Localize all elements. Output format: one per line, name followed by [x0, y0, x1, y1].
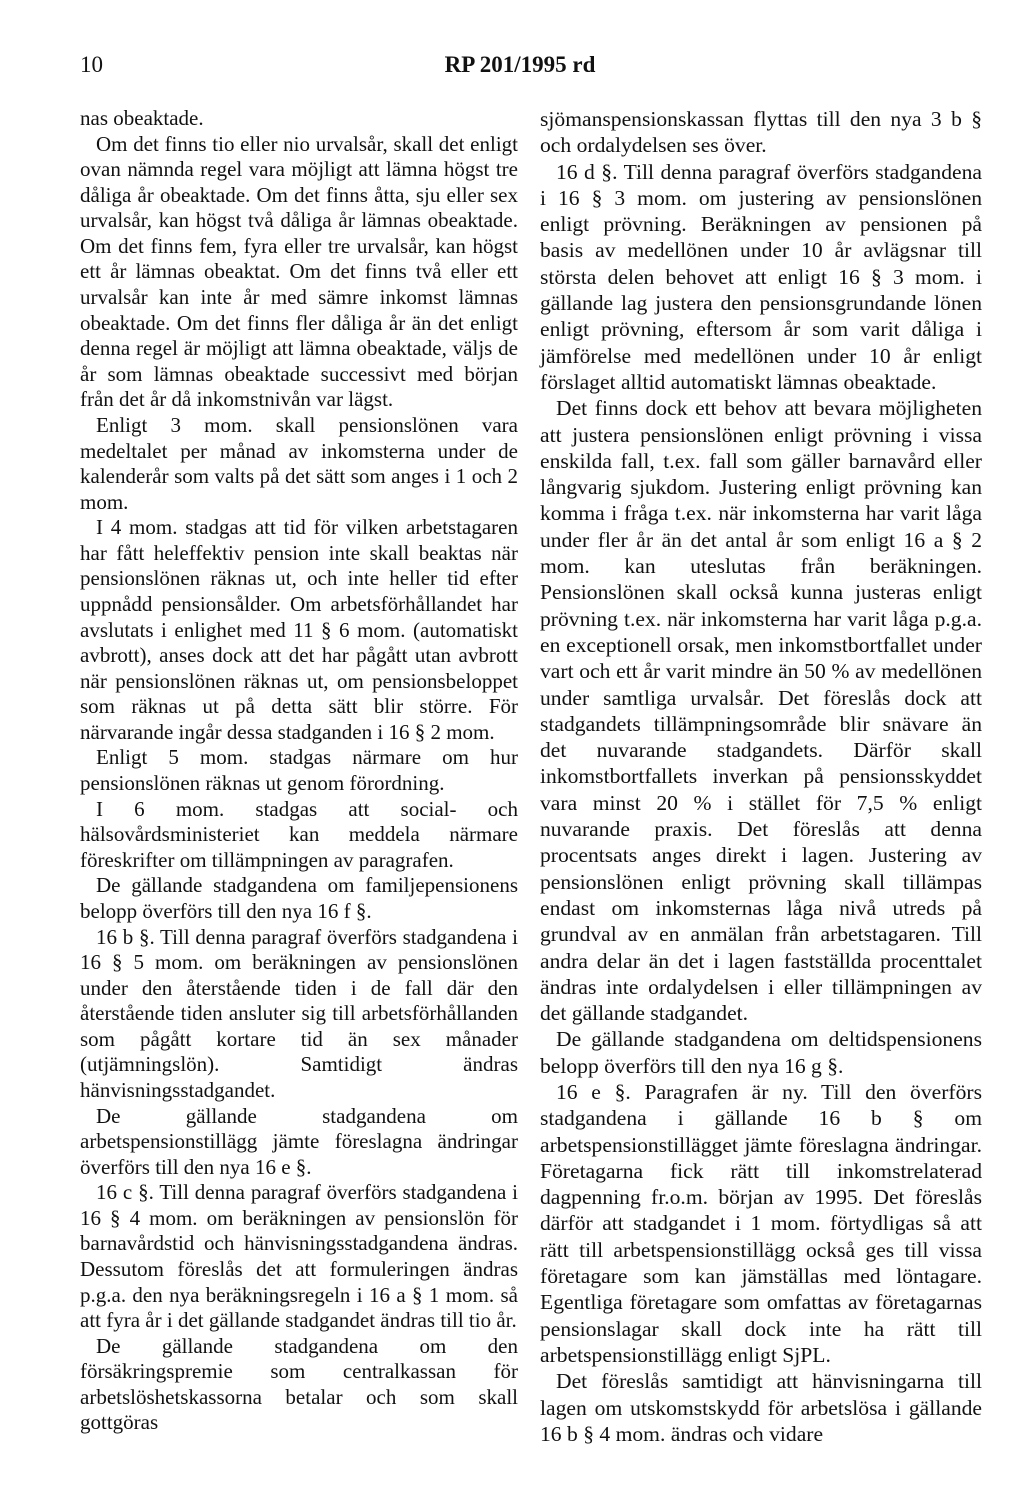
- paragraph: Enligt 5 mom. stadgas närmare om hur pensionslönen räknas ut genom förordning.: [80, 745, 518, 796]
- paragraph: Enligt 3 mom. skall pensionslönen vara medeltalet per månad av inkomsterna under de kalenderår som valts på det sätt som anges i 1 och 2 mom.: [80, 412, 518, 514]
- document-id: RP 201/1995 rd: [444, 52, 596, 77]
- paragraph: sjömanspensionskassan flyttas till den nya 3 b § och ordalydelsen ses över.: [540, 107, 982, 158]
- paragraph: 16 b §. Till denna paragraf överförs stadgandena i 16 § 5 mom. om beräkningen av pensionslönen under den återstående tiden i de fall där den återstående tiden ansluter sig till arbetsförhållanden som pågått kortare tid än sex månader (utjämningslön). Samtidigt ändras hänvisningsstadgandet.: [80, 924, 518, 1102]
- paragraph: Det finns dock ett behov att bevara möjligheten att justera pensionslönen enligt prövning i vissa enskilda fall, t.ex. fall som gäller barnavård eller långvarig sjukdom. Justering enligt prövning kan komma i fråga t.ex. när inkomsterna har varit låga under fler år än det antal år som enligt 16 a § 2 mom. kan uteslutas från beräkningen. Pensionslönen skall också kunna justeras enligt prövning t.ex. när inkomsterna har varit låga p.g.a. en exceptionell orsak, men inkomstbortfallet under vart och ett år varit mindre än 50 % av medellönen under samtliga urvalsår. Det föreslås dock att stadgandets tillämpningsområde blir snävare än det nuvarande stadgandets. Därför skall inkomstbortfallets inverkan på pensionsskyddet vara minst 20 % i stället för 7,5 % enligt nuvarande praxis. Det föreslås att denna procentsats anges direkt i lagen. Justering av pensionslönen enligt prövning skall tillämpas endast om inkomsternas låga nivå utreds på grundval av en anmälan från arbetstagaren. Till andra delar än det i lagen fastställda procenttalet ändras inte ordalydelsen i eller tillämpningen av det gällande stadgandet.: [540, 396, 982, 1026]
- right-column: [540, 106, 982, 1447]
- paragraph: De gällande stadgandena om deltidspensionens belopp överförs till den nya 16 g §.: [540, 1027, 982, 1078]
- page-header: [80, 50, 960, 84]
- paragraph: I 4 mom. stadgas att tid för vilken arbetstagaren har fått heleffektiv pension inte skall beaktas när pensionslönen räknas ut, och inte heller tid efter uppnådd pensionsålder. Om arbetsförhållandet har avslutats i enlighet med 11 § 6 mom. (automatiskt avbrott), anses dock att det har pågått utan avbrott när pensionslönen räknas ut, om pensionsbeloppet som räknas ut på detta sätt blir större. För närvarande ingår dessa stadganden i 16 § 2 mom.: [80, 515, 518, 744]
- page-number: 10: [80, 52, 103, 77]
- left-column: [80, 106, 518, 1436]
- paragraph: 16 d §. Till denna paragraf överförs stadgandena i 16 § 3 mom. om justering av pensionslönen enligt prövning. Beräkningen av pensionen på basis av medellönen under 10 år avlägsnar till största delen behovet att enligt 16 § 3 mom. i gällande lag justera den pensionsgrundande lönen enligt prövning, eftersom år som varit dåliga i jämförelse med medellönen under 10 år enligt förslaget alltid automatiskt lämnas obeaktade.: [540, 159, 982, 394]
- paragraph: De gällande stadgandena om familjepensionens belopp överförs till den nya 16 f §.: [80, 873, 518, 923]
- paragraph: 16 e §. Paragrafen är ny. Till den överförs stadgandena i gällande 16 b § om arbetspensionstillägget jämte föreslagna ändringar. Företagarna fick rätt till inkomstrelaterad dagpenning fr.o.m. början av 1995. Det föreslås därför att stadgandet i 1 mom. förtydligas så att rätt till arbetspensionstillägg också ges till vissa företagare som kan jämställas med löntagare. Egentliga företagare som omfattas av företagarnas pensionslagar skall dock inte ha rätt till arbetspensionstillägg enligt SjPL.: [540, 1079, 982, 1367]
- paragraph: De gällande stadgandena om arbetspensionstillägg jämte föreslagna ändringar överförs till den nya 16 e §.: [80, 1103, 518, 1179]
- paragraph: 16 c §. Till denna paragraf överförs stadgandena i 16 § 4 mom. om beräkningen av pensionslön för barnavårdstid och hänvisningsstadgandena ändras. Dessutom föreslås det att formuleringen ändras p.g.a. den nya beräkningsregeln i 16 a § 1 mom. så att fyra år i det gällande stadgandet ändras till tio år.: [80, 1180, 518, 1333]
- paragraph: nas obeaktade.: [80, 106, 204, 130]
- paragraph: Det föreslås samtidigt att hänvisningarna till lagen om utskomstskydd för arbetslösa i gällande 16 b § 4 mom. ändras och vidare: [540, 1369, 982, 1446]
- paragraph: I 6 mom. stadgas att social- och hälsovårdsministeriet kan meddela närmare föreskrifter om tillämpningen av paragrafen.: [80, 796, 518, 872]
- paragraph: Om det finns tio eller nio urvalsår, skall det enligt ovan nämnda regel vara möjligt att lämna högst tre dåliga år obeaktade. Om det finns åtta, sju eller sex urvalsår, kan högst två dåliga år lämnas obeaktade. Om det finns fem, fyra eller tre urvalsår, kan högst ett år lämnas obeaktat. Om det finns två eller ett urvalsår kan inte år med sämre inkomst lämnas obeaktade. Om det finns fler dåliga år än det enligt denna regel är möjligt att lämna obeaktade, väljs de år som lämnas obeaktade successivt med början från det år då inkomstnivån var lägst.: [80, 131, 518, 412]
- paragraph: De gällande stadgandena om den försäkringspremie som centralkassan för arbetslöshetskassorna betalar och som skall gottgöras: [80, 1333, 518, 1435]
